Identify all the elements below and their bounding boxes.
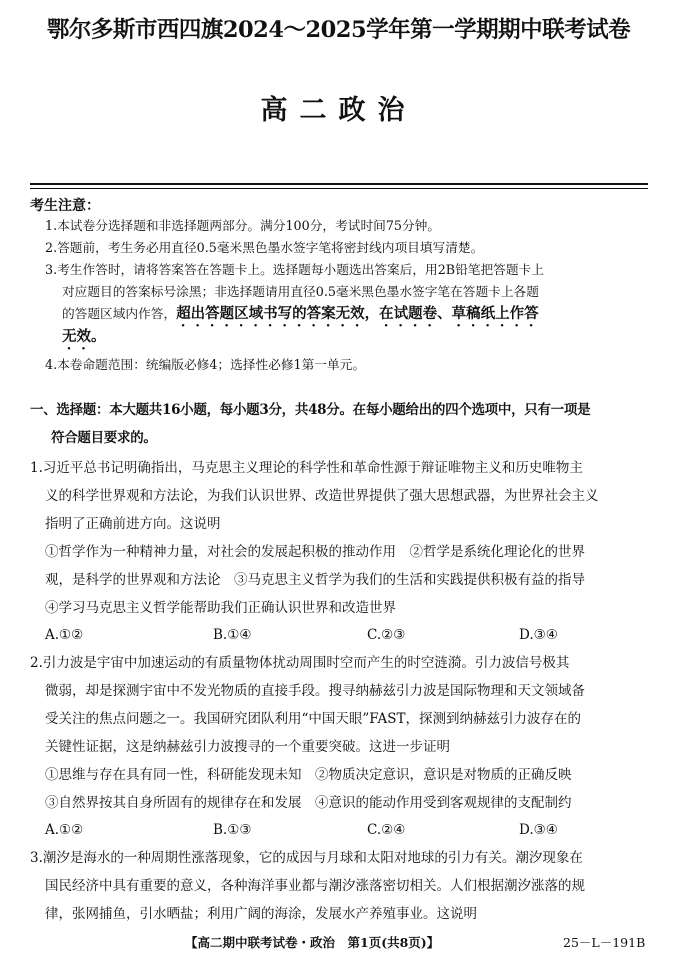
footer-code: 25－L－191B	[563, 935, 646, 950]
notice-item-3-line-3	[62, 303, 539, 330]
notice-item-2: 2.答题前，考生务必用直径0.5毫米黑色墨水签字笔将密封线内项目填写清楚。	[45, 240, 484, 255]
notice-heading: 考生注意：	[30, 198, 100, 214]
notice-item-3-line-2: 对应题目的答案标号涂黑；非选择题请用直径0.5毫米黑色墨水签字笔在答题卡上各题	[62, 284, 539, 299]
question-2-stem-line: 微弱，却是探测宇宙中不发光物质的直接手段。搜寻纳赫兹引力波是国际物理和天文领域备	[45, 683, 585, 699]
notice-item-4: 4.本卷命题范围：统编版必修4；选择性必修1第一单元。	[45, 357, 366, 372]
question-2-option-c: C.②④	[367, 822, 406, 838]
notice-emphasis-end: 无效。	[62, 329, 106, 345]
exam-title: 鄂尔多斯市西四旗2024～2025学年第一学期期中联考试卷	[46, 17, 631, 43]
footer-page-info: 【高二期中联考试卷・政治 第1页(共8页)】	[185, 935, 440, 950]
question-1-statement-line: ④学习马克思主义哲学能帮助我们正确认识世界和改造世界	[45, 600, 396, 616]
question-2-option-b: B.①③	[213, 822, 252, 838]
question-2-statement-line: ③自然界按其自身所固有的规律存在和发展 ④意识的能动作用受到客观规律的支配制约	[45, 795, 572, 811]
subject-title: 高二政治	[260, 95, 417, 126]
notice-item-1: 1.本试卷分选择题和非选择题两部分。满分100分，考试时间75分钟。	[45, 218, 441, 233]
question-3-stem-line: 3.潮汐是海水的一种周期性涨落现象，它的成因与月球和太阳对地球的引力有关。潮汐现象在	[30, 850, 583, 866]
notice-item-3-line-4	[62, 326, 106, 353]
question-3-stem-line: 国民经济中具有重要的意义，各种海洋事业都与潮汐涨落密切相关。人们根据潮汐涨落的规	[45, 878, 585, 894]
question-2-option-d: D.③④	[519, 822, 558, 838]
notice-item-3-line-1: 3.考生作答时，请将答案答在答题卡上。选择题每小题选出答案后，用2B铅笔把答题卡上	[45, 262, 544, 277]
question-1-stem-line: 指明了正确前进方向。这说明	[45, 516, 221, 532]
notice-item-3-plain: 的答题区域内作答，	[62, 306, 177, 321]
question-2-stem-line: 关键性证据，这是纳赫兹引力波搜寻的一个重要突破。这进一步证明	[45, 739, 450, 755]
question-1-stem-line: 义的科学世界观和方法论，为我们认识世界、改造世界提供了强大思想武器，为世界社会主义	[45, 488, 599, 504]
question-1-statement-line: 观，是科学的世界观和方法论 ③马克思主义哲学为我们的生活和实践提供积极有益的指导	[45, 572, 585, 588]
question-1-statement-line: ①哲学作为一种精神力量，对社会的发展起积极的推动作用 ②哲学是系统化理论化的世界	[45, 544, 585, 560]
question-1-option-b: B.①④	[213, 627, 252, 643]
divider-thin	[30, 188, 648, 189]
question-2-stem-line: 受关注的焦点问题之一。我国研究团队利用“中国天眼”FAST，探测到纳赫兹引力波存在的	[45, 711, 581, 727]
section-1-heading-cont: 符合题目要求的。	[51, 430, 157, 446]
question-3-stem-line: 律，张网捕鱼，引水晒盐；利用广阔的海涂，发展水产养殖事业。这说明	[45, 906, 477, 922]
question-1-stem-line: 1.习近平总书记明确指出，马克思主义理论的科学性和革命性源于辩证唯物主义和历史唯物主	[30, 460, 583, 476]
question-1-option-a: A.①②	[45, 627, 84, 643]
question-2-option-a: A.①②	[45, 822, 84, 838]
question-2-statement-line: ①思维与存在具有同一性，科研能发现未知 ②物质决定意识，意识是对物质的正确反映	[45, 767, 572, 783]
question-1-option-c: C.②③	[367, 627, 406, 643]
section-1-heading: 一、选择题：本大题共16小题，每小题3分，共48分。在每小题给出的四个选项中，只有一项是	[30, 402, 591, 418]
question-1-option-d: D.③④	[519, 627, 558, 643]
notice-emphasis: 超出答题区域书写的答案无效，在试题卷、草稿纸上作答	[176, 306, 539, 322]
question-2-stem-line: 2.引力波是宇宙中加速运动的有质量物体扰动周围时空而产生的时空涟漪。引力波信号极其	[30, 655, 570, 671]
divider-thick	[30, 183, 648, 185]
